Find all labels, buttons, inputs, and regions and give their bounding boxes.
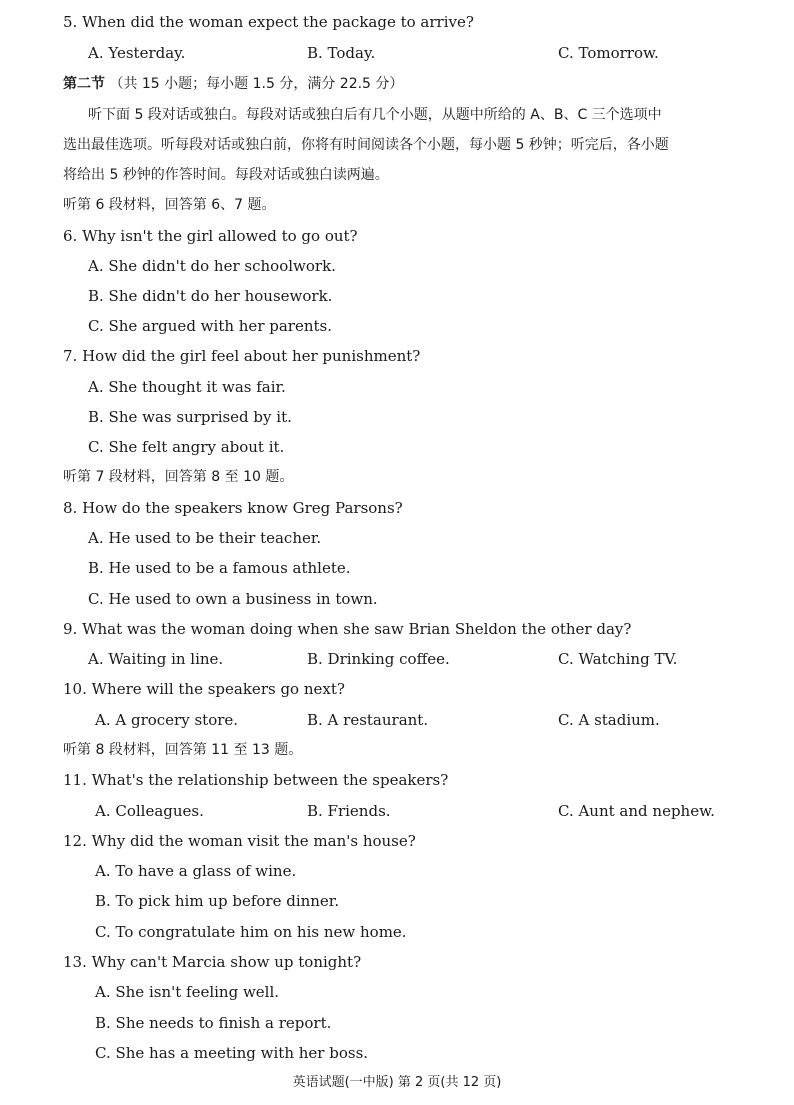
section-heading xyxy=(63,74,403,94)
q8-option-a: A. He used to be their teacher. xyxy=(88,529,322,547)
instructions-line-3: 将给出 5 秒钟的作答时间。每段对话或独白读两遍。 xyxy=(63,167,389,183)
q9-option-b: B. Drinking coffee. xyxy=(307,650,450,668)
question-11: 11. What's the relationship between the speakers? xyxy=(63,771,449,789)
q8-option-b: B. He used to be a famous athlete. xyxy=(88,559,351,577)
passage-6-instruction: 听第 6 段材料，回答第 6、7 题。 xyxy=(63,197,276,213)
question-7: 7. How did the girl feel about her punishment? xyxy=(63,347,421,365)
instructions-line-1: 听下面 5 段对话或独白。每段对话或独白后有几个小题，从题中所给的 A、B、C 三个选项中 xyxy=(88,107,662,123)
q13-option-a: A. She isn't feeling well. xyxy=(95,983,280,1001)
question-5: 5. When did the woman expect the package to arrive? xyxy=(63,13,474,31)
q6-option-c: C. She argued with her parents. xyxy=(88,317,332,335)
q13-option-c: C. She has a meeting with her boss. xyxy=(95,1044,369,1062)
q10-option-b: B. A restaurant. xyxy=(307,711,429,729)
question-9: 9. What was the woman doing when she saw Brian Sheldon the other day? xyxy=(63,620,632,638)
q11-option-a: A. Colleagues. xyxy=(95,802,204,820)
question-6: 6. Why isn't the girl allowed to go out? xyxy=(63,227,358,245)
section-note: （共 15 小题；每小题 1.5 分，满分 22.5 分） xyxy=(109,76,404,92)
passage-8-instruction: 听第 8 段材料，回答第 11 至 13 题。 xyxy=(63,742,303,758)
q12-option-a: A. To have a glass of wine. xyxy=(95,862,297,880)
q9-option-c: C. Watching TV. xyxy=(558,650,678,668)
q5-option-b: B. Today. xyxy=(307,44,376,62)
question-10: 10. Where will the speakers go next? xyxy=(63,680,345,698)
instructions-line-2: 选出最佳选项。听每段对话或独白前，你将有时间阅读各个小题，每小题 5 秒钟；听完后，各小题 xyxy=(63,137,669,153)
question-12: 12. Why did the woman visit the man's house? xyxy=(63,832,416,850)
q6-option-a: A. She didn't do her schoolwork. xyxy=(88,257,336,275)
question-8: 8. How do the speakers know Greg Parsons? xyxy=(63,499,403,517)
q5-option-a: A. Yesterday. xyxy=(88,44,186,62)
q6-option-b: B. She didn't do her housework. xyxy=(88,287,333,305)
q11-option-b: B. Friends. xyxy=(307,802,391,820)
q7-option-c: C. She felt angry about it. xyxy=(88,438,285,456)
q10-option-c: C. A stadium. xyxy=(558,711,660,729)
q12-option-b: B. To pick him up before dinner. xyxy=(95,892,340,910)
q13-option-b: B. She needs to finish a report. xyxy=(95,1014,332,1032)
q8-option-c: C. He used to own a business in town. xyxy=(88,590,378,608)
q11-option-c: C. Aunt and nephew. xyxy=(558,802,715,820)
q9-option-a: A. Waiting in line. xyxy=(88,650,224,668)
section-title: 第二节 xyxy=(63,76,105,92)
q5-option-c: C. Tomorrow. xyxy=(558,44,659,62)
question-13: 13. Why can't Marcia show up tonight? xyxy=(63,953,362,971)
q7-option-a: A. She thought it was fair. xyxy=(88,378,286,396)
q10-option-a: A. A grocery store. xyxy=(95,711,239,729)
q7-option-b: B. She was surprised by it. xyxy=(88,408,292,426)
page-footer: 英语试题(一中版) 第 2 页(共 12 页) xyxy=(292,1075,502,1090)
passage-7-instruction: 听第 7 段材料，回答第 8 至 10 题。 xyxy=(63,469,294,485)
q12-option-c: C. To congratulate him on his new home. xyxy=(95,923,407,941)
